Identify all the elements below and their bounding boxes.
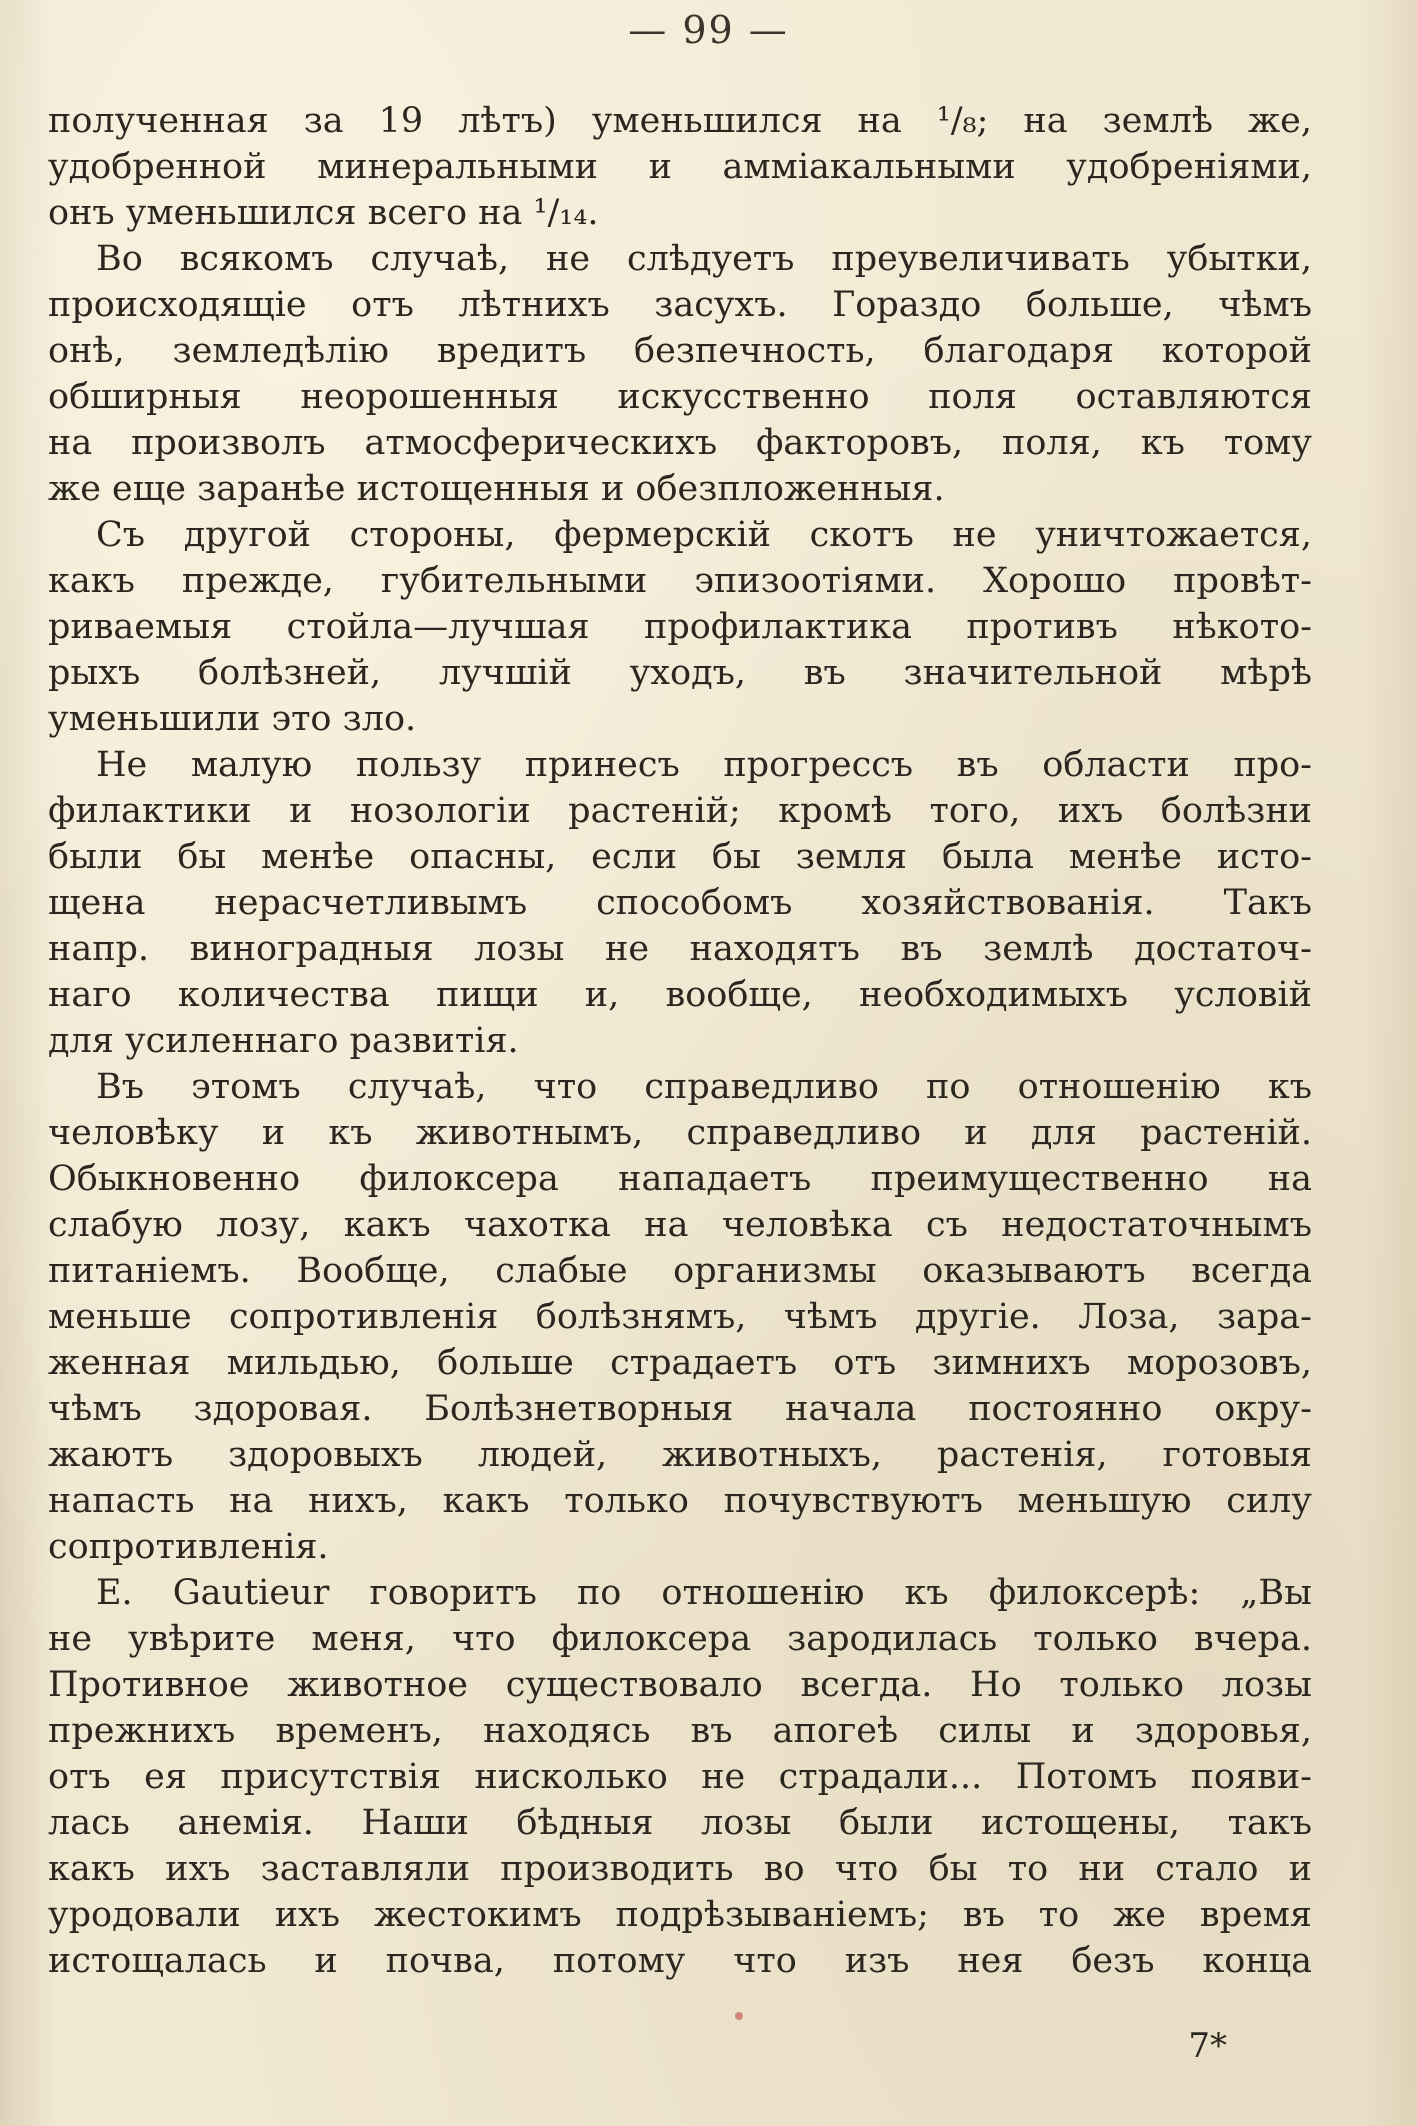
text-line: прежнихъ временъ, находясь въ апогеѣ силы и здоровья,: [48, 1711, 1312, 1751]
ink-spot-mark: [735, 2012, 743, 2020]
text-line: не увѣрите меня, что филоксера зародилась только вчера.: [48, 1619, 1312, 1659]
text-line: какъ прежде, губительными эпизоотiями. Хорошо провѣт-: [48, 561, 1312, 601]
text-line: онъ уменьшился всего на ¹/₁₄.: [48, 193, 599, 233]
text-line: Въ этомъ случаѣ, что справедливо по отношенiю къ: [96, 1067, 1312, 1107]
text-line: Не малую пользу принесъ прогрессъ въ области про-: [96, 745, 1312, 785]
text-line: питанiемъ. Вообще, слабые организмы оказываютъ всегда: [48, 1251, 1312, 1291]
text-line: Во всякомъ случаѣ, не слѣдуетъ преувеличивать убытки,: [96, 239, 1312, 279]
text-line: жаютъ здоровыхъ людей, животныхъ, растенiя, готовыя: [48, 1435, 1312, 1475]
text-line: рыхъ болѣзней, лучшiй уходъ, въ значительной мѣрѣ: [48, 653, 1312, 693]
body-text: [48, 98, 1312, 1984]
page-number-header: — 99 —: [628, 8, 789, 52]
text-line: отъ ея присутствiя нисколько не страдали... Потомъ появи-: [48, 1757, 1312, 1797]
text-line: Обыкновенно филоксера нападаетъ преимущественно на: [48, 1159, 1312, 1199]
text-line: щена нерасчетливымъ способомъ хозяйствованiя. Такъ: [48, 883, 1312, 923]
text-line: онѣ, земледѣлiю вредитъ безпечность, благодаря которой: [48, 331, 1312, 371]
text-line: истощалась и почва, потому что изъ нея безъ конца: [48, 1941, 1312, 1981]
text-line: на произволъ атмосферическихъ факторовъ, поля, къ тому: [48, 423, 1312, 463]
signature-mark: 7*: [1188, 2026, 1227, 2066]
text-line: наго количества пищи и, вообще, необходимыхъ условiй: [48, 975, 1312, 1015]
text-line: удобренной минеральными и аммiакальными удобренiями,: [48, 147, 1312, 187]
text-line: происходящiе отъ лѣтнихъ засухъ. Гораздо больше, чѣмъ: [48, 285, 1312, 325]
text-line: же еще заранѣе истощенныя и обезпложенныя.: [48, 469, 945, 509]
text-line: Съ другой стороны, фермерскiй скотъ не уничтожается,: [96, 515, 1312, 555]
text-line: полученная за 19 лѣтъ) уменьшился на ¹/₈; на землѣ же,: [48, 101, 1312, 141]
text-line: риваемыя стойла—лучшая профилактика противъ нѣкото-: [48, 607, 1312, 647]
text-line: филактики и нозологiи растенiй; кромѣ того, ихъ болѣзни: [48, 791, 1312, 831]
text-line: E. Gautieur говоритъ по отношенiю къ филоксерѣ: „Вы: [96, 1573, 1312, 1613]
text-line: Противное животное существовало всегда. Но только лозы: [48, 1665, 1312, 1705]
text-line: уродовали ихъ жестокимъ подрѣзыванiемъ; въ то же время: [48, 1895, 1312, 1935]
text-line: уменьшили это зло.: [48, 699, 417, 739]
text-line: человѣку и къ животнымъ, справедливо и для растенiй.: [48, 1113, 1312, 1153]
text-line: слабую лозу, какъ чахотка на человѣка съ недостаточнымъ: [48, 1205, 1312, 1245]
text-line: для усиленнаго развитiя.: [48, 1021, 519, 1061]
text-line: какъ ихъ заставляли производить во что бы то ни стало и: [48, 1849, 1312, 1889]
text-line: напр. виноградныя лозы не находятъ въ землѣ достаточ-: [48, 929, 1312, 969]
text-line: напасть на нихъ, какъ только почувствуютъ меньшую силу: [48, 1481, 1312, 1521]
text-line: обширныя неорошенныя искусственно поля оставляются: [48, 377, 1312, 417]
text-line: чѣмъ здоровая. Болѣзнетворныя начала постоянно окру-: [48, 1389, 1312, 1429]
text-line: меньше сопротивленiя болѣзнямъ, чѣмъ другiе. Лоза, зара-: [48, 1297, 1312, 1337]
text-line: женная мильдью, больше страдаетъ отъ зимнихъ морозовъ,: [48, 1343, 1312, 1383]
text-line: лась анемiя. Наши бѣдныя лозы были истощены, такъ: [48, 1803, 1312, 1843]
text-line: сопротивленiя.: [48, 1527, 329, 1567]
text-line: были бы менѣе опасны, если бы земля была менѣе исто-: [48, 837, 1312, 877]
